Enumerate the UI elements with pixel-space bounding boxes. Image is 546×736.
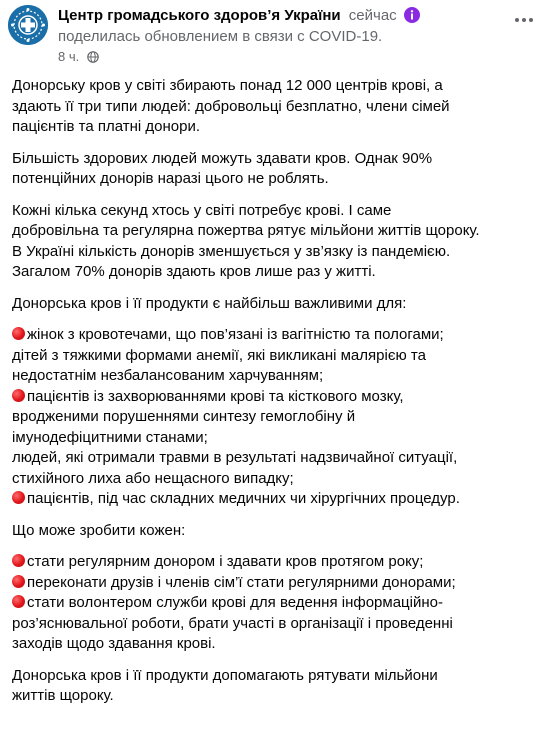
list-item-text: пацієнтів, під час складних медичних чи хірургічних процедур. [27,490,460,507]
post-body [0,66,546,707]
activity-line: поделилась обновлением в связи с COVID-19. [58,28,383,45]
text-line: потенційних донорів наразі цього не роблять. [12,170,329,187]
text-line: Що може зробити кожен: [12,521,186,539]
text-line: Загалом 70% донорів здають кров лише раз у житті. [12,263,376,280]
list-item [12,593,534,614]
paragraph-3 [12,201,534,283]
text-line: вродженими порушеннями синтезу гемоглобіну й [12,408,356,425]
post-meta [58,49,99,67]
red-circle-icon [12,327,25,340]
paragraph-5-intro [12,521,534,542]
list-item-text: пацієнтів із захворюваннями крові та кісткового мозку, [27,387,404,405]
paragraph-2 [12,149,534,190]
red-circle-icon [12,595,25,608]
red-circle-icon [12,554,25,567]
text-line: дітей з тяжкими формами анемії, які викликані малярією та [12,346,426,364]
list-item [12,489,534,510]
page-name-link[interactable]: Центр громадського здоров’я України [58,7,341,24]
paragraph-5-list [12,552,534,655]
red-circle-icon [12,389,25,402]
text-line: Донорська кров і її продукти допомагають рятувати мільйони [12,666,438,684]
text-line: недостатнім незбалансованим харчуванням; [12,367,324,384]
paragraph-1 [12,76,534,138]
page-avatar[interactable] [8,5,48,45]
paragraph-6 [12,666,534,707]
list-item-text: жінок з кровотечами, що пов’язані із вагітністю та пологами; [27,326,444,343]
text-line: Більшість здорових людей можуть здавати кров. Однак 90% [12,149,433,167]
text-line: добровільна та регулярна пожертва рятує мільйони життів щороку. [12,222,480,239]
more-options-icon[interactable] [512,12,536,28]
list-item [12,573,534,594]
text-line: Донорську кров у світі збирають понад 12 000 центрів крові, а [12,77,443,94]
text-line: заходів щодо здавання крові. [12,635,216,652]
list-item [12,552,534,573]
post-header [0,0,546,66]
post-timestamp[interactable]: 8 ч. [58,49,80,64]
info-icon[interactable] [404,7,420,28]
text-line: життів щороку. [12,687,114,704]
text-line: людей, які отримали травми в результаті надзвичайної ситуації, [12,449,458,466]
text-line: стихійного лиха або нещасного випадку; [12,469,294,487]
text-line: здають її три типи людей: добровольці безплатно, члени сімей [12,97,450,115]
list-item-text: переконати друзів і членів сім’ї стати регулярними донорами; [27,573,456,591]
red-circle-icon [12,491,25,504]
red-circle-icon [12,575,25,588]
text-line: пацієнтів та платні донори. [12,118,201,135]
list-item-text: стати волонтером служби крові для ведення інформаційно- [27,594,443,611]
text-line: Донорська кров і її продукти є найбільш важливими для: [12,294,407,312]
list-item-text: стати регулярним донором і здавати кров протягом року; [27,553,424,570]
text-line: імунодефіцитними станами; [12,428,208,446]
text-line: Кожні кілька секунд хтось у світі потребує крові. І саме [12,201,392,219]
globe-icon[interactable] [87,51,99,67]
time-now: сейчас [348,7,397,24]
paragraph-4-list [12,325,534,510]
paragraph-4-intro [12,294,534,315]
text-line: В Україні кількість донорів зменшується у зв’язку із пандемією. [12,242,451,260]
phc-logo-icon [8,5,48,45]
text-line: роз’яснювальної роботи, брати участі в організації і проведенні [12,614,453,632]
list-item [12,325,534,346]
list-item [12,387,534,408]
title-line [58,6,420,28]
